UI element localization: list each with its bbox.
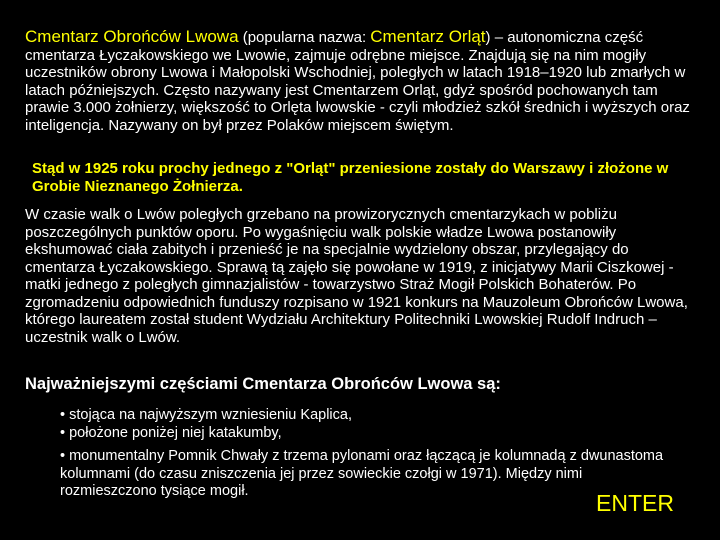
popular-prefix: (popularna nazwa: (238, 29, 371, 46)
history-paragraph: W czasie walk o Lwów poległych grzebano na prowizorycznych cmentarzykach w pobliżu poszczególnych punktów oporu. Po wygaśnięciu walk polskie władze Lwowa postanowiły ekshumować ciała zabitych i przenieść je na specjalnie wydzielony obszar, przylegający do cmentarza Łyczakowskiego. Sprawą tą zajęło się powołane w 1919, z inicjatywy Marii Ciszkowej - matki jednego z poległych gimnazjalistów - towarzystwo Straż Mogił Polskich Bohaterów. Po zgromadzeniu odpowiednich funduszy rozpisano w 1921 konkurs na Mauzoleum Obrońców Lwowa, którego laureatem został student Wydziału Architektury Politechniki Lwowskiej Rudolf Indruch – uczestnik walk o Lwów. (25, 206, 688, 346)
section-heading: Najważniejszymi częściami Cmentarza Obrońców Lwowa są: (25, 375, 501, 393)
list-item: • stojąca na najwyższym wzniesieniu Kaplica, (60, 407, 352, 423)
bullet-list (60, 407, 680, 442)
intro-text: ) – autonomiczna część cmentarza Łyczakowskiego we Lwowie, zajmuje odrębne miejsce. Znajdują się na nim mogiły uczestników obrony Lwowa i Małopolski Wschodniej, poległych w latach 1918–1920 lub zmarłych w latach późniejszych. Często nazywany jest Cmentarzem Orląt, gdyż spośród pochowanych tam prawie 3.000 żołnierzy, większość to Orlęta lwowskie - czyli młodzież szkół średnich i wyższych oraz inteligencja. Nazywany on był przez Polaków miejscem świętym. (25, 29, 690, 134)
popular-name: Cmentarz Orląt (370, 27, 486, 46)
highlight-paragraph: Stąd w 1925 roku prochy jednego z "Orląt" przeniesione zostały do Warszawy i złożone w Grobie Nieznanego Żołnierza. (32, 160, 669, 195)
list-item: • monumentalny Pomnik Chwały z trzema pylonami oraz łączącą je kolumnadą z dwunastoma kolumnami (do czasu zniszczenia jej przez sowieckie czołgi w 1971). Między nimi rozmieszczono tysiące mogił. (60, 448, 664, 499)
enter-button[interactable]: ENTER (596, 490, 674, 516)
intro-paragraph (25, 28, 695, 134)
list-item: • położone poniżej niej katakumby, (60, 424, 282, 441)
page-title: Cmentarz Obrońców Lwowa (25, 27, 239, 46)
